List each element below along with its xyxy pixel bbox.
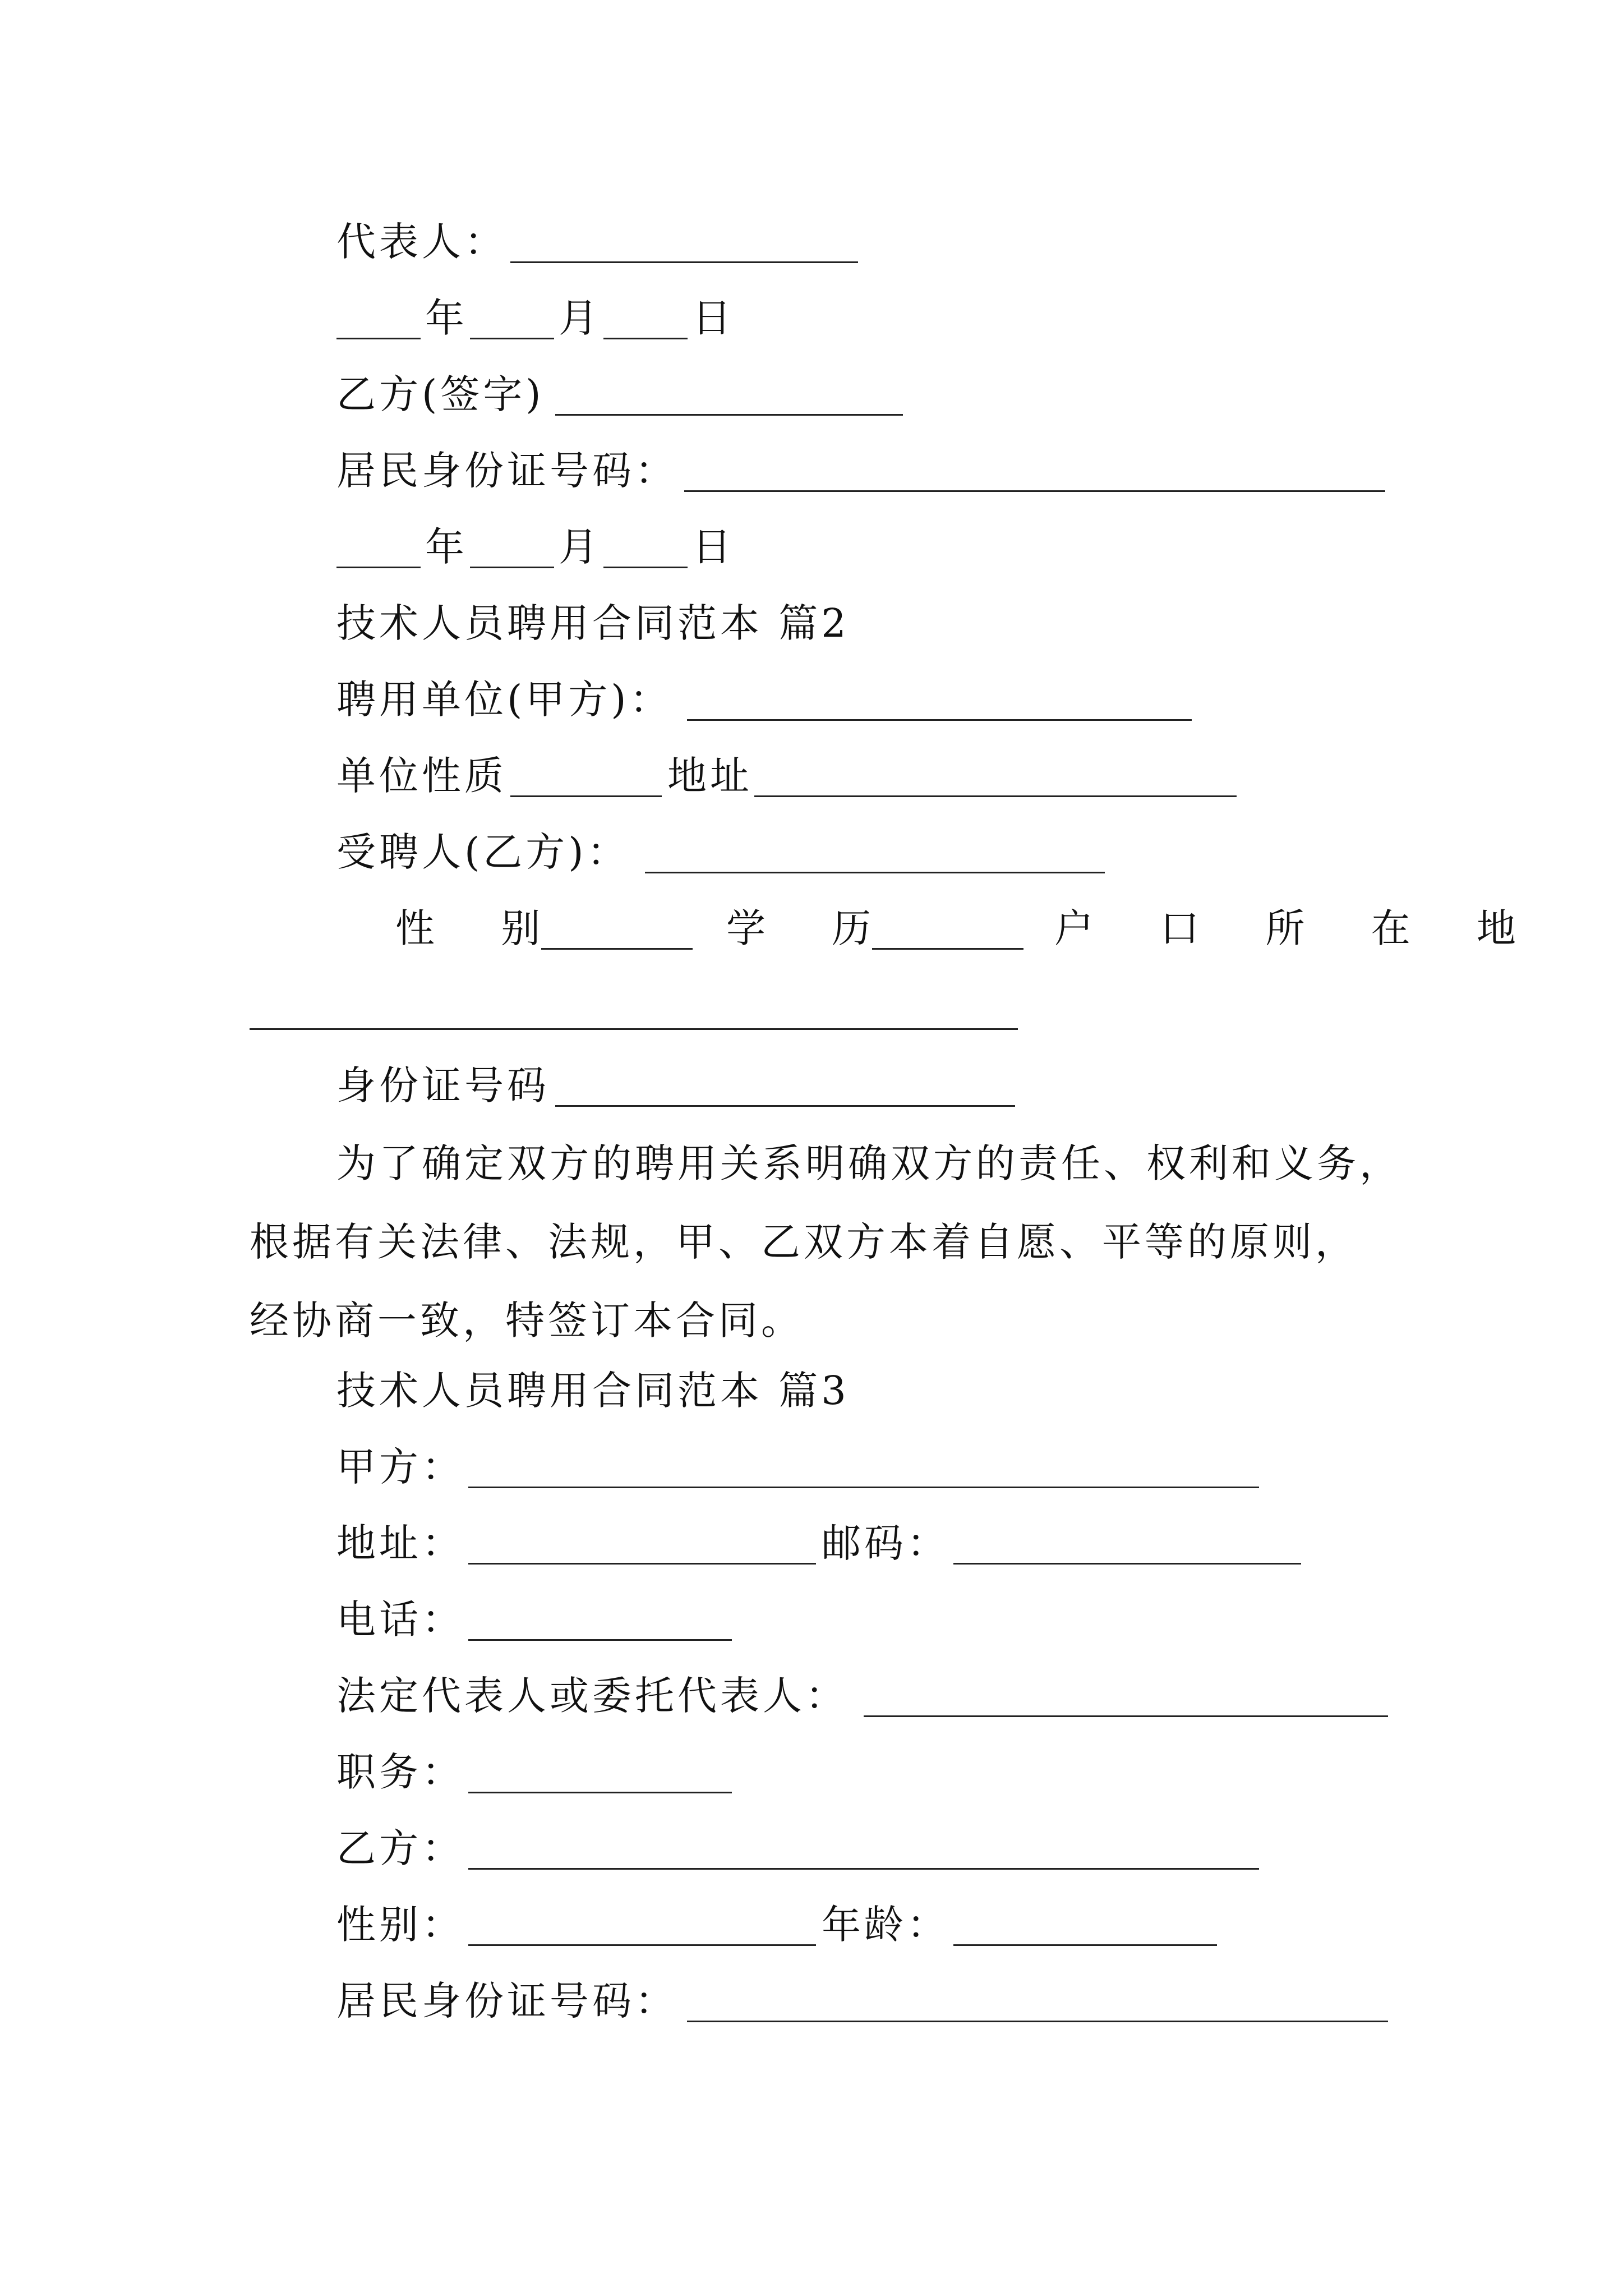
party-b-signature-blank[interactable] [555, 414, 903, 416]
id-number-blank[interactable] [687, 2021, 1388, 2022]
address-blank[interactable] [468, 1563, 816, 1565]
party-b-label: 乙方： [336, 1825, 464, 1871]
month-blank[interactable] [470, 338, 554, 339]
day-label: 日 [692, 295, 735, 341]
education-label: 学 历 [726, 905, 898, 951]
unit-address-label: 地址 [667, 753, 753, 799]
employer-blank[interactable] [687, 719, 1192, 721]
hukou-blank[interactable] [250, 1028, 1018, 1030]
paragraph-line: 为了确定双方的聘用关系明确双方的责任、权利和义务， [336, 1140, 1402, 1186]
gender-label: 性 别 [395, 905, 568, 951]
address-label: 地址： [336, 1520, 464, 1566]
representative-label: 代表人： [336, 219, 507, 265]
legal-representative-blank[interactable] [864, 1715, 1388, 1717]
year-blank[interactable] [336, 338, 421, 339]
gender-label: 性别： [336, 1902, 464, 1948]
gender-blank[interactable] [468, 1944, 816, 1946]
age-label: 年龄： [822, 1902, 949, 1948]
postcode-label: 邮码： [822, 1520, 949, 1566]
party-b-blank[interactable] [468, 1868, 1259, 1870]
employer-label: 聘用单位(甲方)： [336, 677, 672, 723]
legal-representative-label: 法定代表人或委托代表人： [336, 1673, 848, 1719]
id-number-label: 居民身份证号码： [336, 1978, 677, 2024]
year-label: 年 [425, 295, 468, 341]
representative-blank[interactable] [510, 261, 858, 263]
gender-blank[interactable] [541, 948, 693, 950]
year-label: 年 [425, 524, 468, 570]
unit-nature-blank[interactable] [510, 795, 662, 797]
employee-blank[interactable] [645, 872, 1105, 873]
day-label: 日 [692, 524, 735, 570]
phone-label: 电话： [336, 1596, 464, 1642]
id-number-label: 居民身份证号码： [336, 448, 677, 494]
party-a-blank[interactable] [468, 1487, 1259, 1488]
id-number-blank[interactable] [555, 1105, 1015, 1107]
year-blank[interactable] [336, 567, 421, 568]
id-number-blank[interactable] [684, 490, 1385, 492]
section-heading-2-text: 技术人员聘用合同范本 篇2 [336, 600, 850, 646]
day-blank[interactable] [603, 567, 688, 568]
id-number-label: 身份证号码 [336, 1062, 550, 1108]
postcode-blank[interactable] [953, 1563, 1301, 1565]
paragraph-line: 经协商一致，特签订本合同。 [250, 1297, 804, 1343]
day-blank[interactable] [603, 338, 688, 339]
paragraph-line: 根据有关法律、法规，甲、乙双方本着自愿、平等的原则， [250, 1219, 1358, 1265]
position-blank[interactable] [468, 1792, 732, 1793]
phone-blank[interactable] [468, 1639, 732, 1641]
employee-label: 受聘人(乙方)： [336, 829, 630, 875]
party-a-label: 甲方： [336, 1444, 464, 1490]
hukou-label: 户 口 所 在 地 [1054, 905, 1543, 951]
unit-nature-label: 单位性质 [336, 753, 507, 799]
age-blank[interactable] [953, 1944, 1217, 1946]
education-blank[interactable] [872, 948, 1023, 950]
unit-address-blank[interactable] [754, 795, 1237, 797]
month-label: 月 [559, 524, 601, 570]
party-b-signature-label: 乙方(签字) [336, 371, 545, 417]
position-label: 职务： [336, 1749, 464, 1795]
month-blank[interactable] [470, 567, 554, 568]
month-label: 月 [559, 295, 601, 341]
section-heading-3-text: 技术人员聘用合同范本 篇3 [336, 1368, 850, 1414]
contract-intro-paragraph [250, 1124, 1402, 1360]
